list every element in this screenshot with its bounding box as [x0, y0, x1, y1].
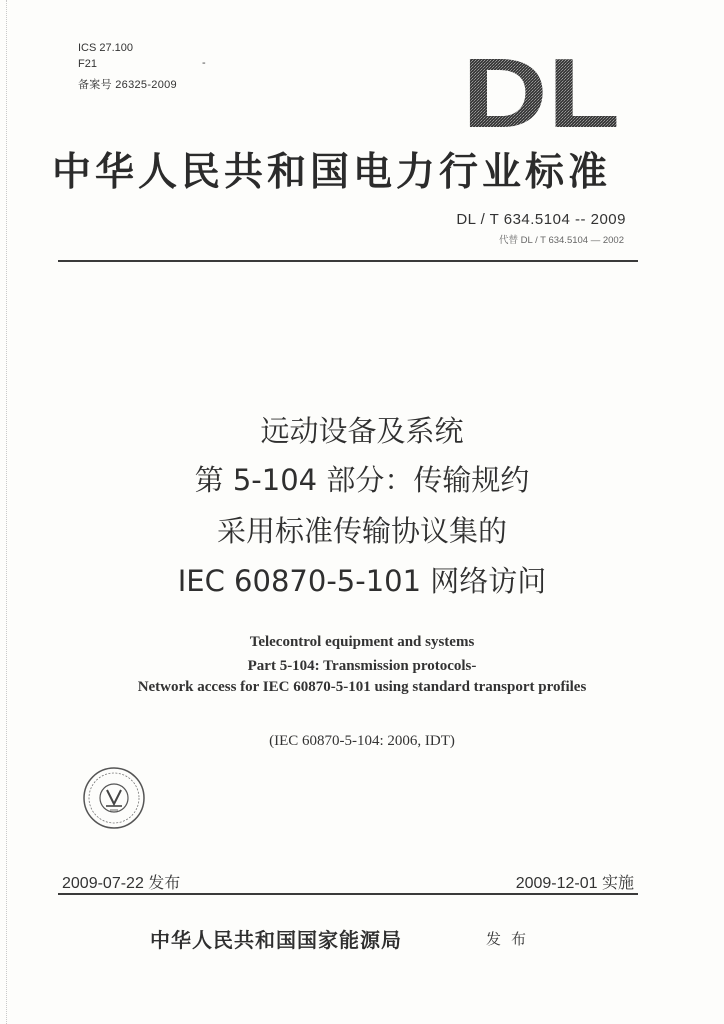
record-number: 备案号 26325-2009 [78, 79, 177, 91]
cn-title-line-3: 采用标准传输协议集的 [216, 514, 507, 548]
cn-title-line-2: 第 5-104 部分：传输规约 [194, 463, 530, 497]
classification-dash: - [202, 57, 206, 69]
iec-reference: (IEC 60870-5-104: 2006, IDT) [269, 733, 455, 749]
en-title-line-3: Network access for IEC 60870-5-101 using standard transport profiles [137, 679, 587, 695]
publisher-seal-icon [82, 766, 146, 830]
issue-date: 2009-07-22 发布 [62, 875, 181, 892]
bottom-divider [58, 893, 638, 895]
dl-logo-text: DL [462, 55, 620, 135]
standard-category-title: 中华人民共和国电力行业标准 [52, 149, 612, 195]
scan-edge [6, 0, 8, 1024]
cn-title-line-1: 远动设备及系统 [260, 414, 464, 448]
effective-date: 2009-12-01 实施 [515, 875, 634, 892]
publisher-name: 中华人民共和国国家能源局 [150, 928, 402, 952]
en-title-line-2: Part 5-104: Transmission protocols- [247, 658, 477, 674]
top-divider [58, 260, 638, 262]
en-title-line-1: Telecontrol equipment and systems [249, 634, 475, 650]
replaces-standard: 代替 DL / T 634.5104 — 2002 [499, 235, 624, 246]
dl-logo [462, 55, 622, 135]
publish-label: 发布 [486, 930, 537, 948]
classification-code: F21 [78, 58, 97, 70]
standard-number: DL / T 634.5104 -- 2009 [456, 211, 626, 228]
ics-code: ICS 27.100 [78, 42, 134, 54]
cn-title-line-4: IEC 60870-5-101 网络访问 [177, 564, 547, 598]
